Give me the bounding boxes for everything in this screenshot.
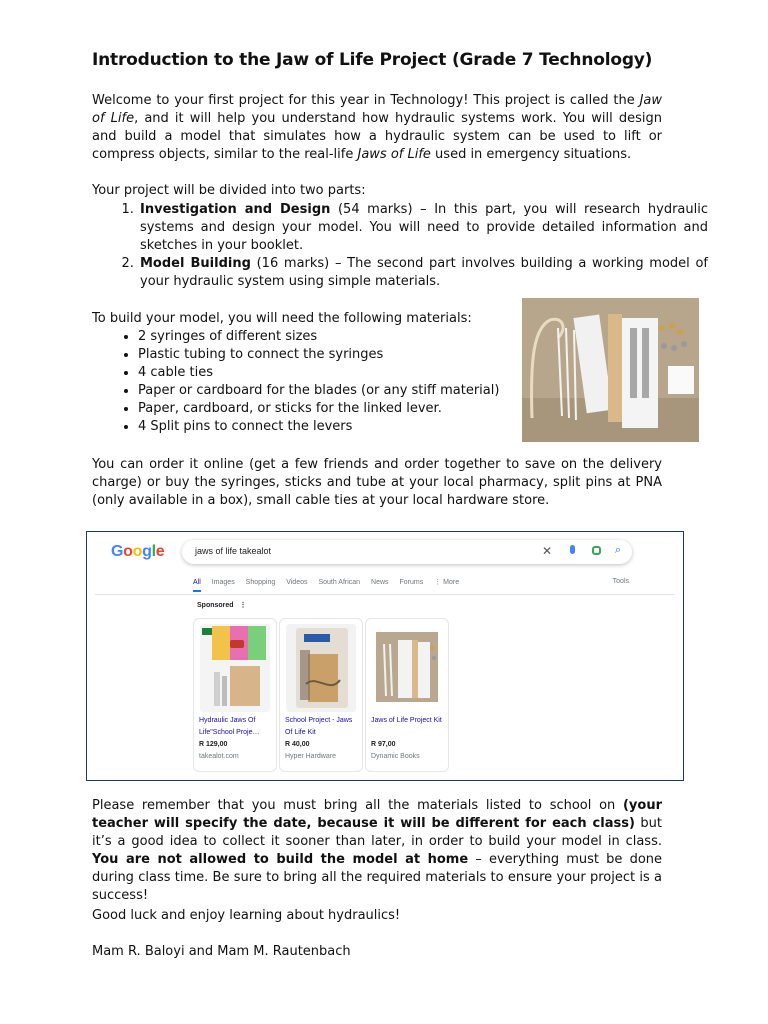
logo-letter: e [155,543,165,560]
tab-images[interactable]: Images [211,579,235,586]
tab-south-african[interactable]: South African [318,579,361,586]
closing-date-note: (your teacher will specify the date, because it will be different for each class) [92,798,662,831]
order-paragraph: You can order it online (get a few friends and order together to save on the delivery charge) or buy the syringes, sticks and tube at your local pharmacy, split pins at PNA (only available in a box), small cable ties at your local hardware store. [92,457,662,508]
intro-text-3: used in emergency situations. [430,147,632,162]
materials-list [92,328,568,436]
sponsored-label [197,601,247,609]
tab-news[interactable]: News [371,579,389,586]
materials-intro: To build your model, you will need the following materials: [92,311,472,326]
product-price: R 40,00 [285,741,310,748]
product-store: Hyper Hardware [285,753,336,760]
part-item [138,255,708,291]
tab-more[interactable]: ⋮ More [434,579,460,586]
intro-paragraph [92,92,662,164]
logo-letter: g [142,543,152,560]
tab-shopping[interactable]: Shopping [245,579,276,586]
product-image [286,624,356,712]
tab-videos[interactable]: Videos [286,579,308,586]
product-title[interactable]: Hydraulic Jaws Of Life"School Proje… [199,717,260,736]
page-title: Introduction to the Jaw of Life Project (Grade 7 Technology) [92,50,653,70]
tab-all[interactable]: All [193,579,201,592]
product-image-graphic [200,624,270,712]
parts-intro: Your project will be divided into two parts: [92,183,366,198]
closing-paragraph [92,797,662,905]
part-description: – The second part involves building a working model of your hydraulic system using simple materials. [140,256,708,289]
material-item: • Plastic tubing to connect the syringes [138,346,568,364]
product-card[interactable] [279,618,363,772]
project-name: Jaw of Life [92,93,662,126]
part-marks: (54 marks) [330,202,413,217]
lens-icon[interactable] [592,546,601,555]
product-store: Dynamic Books [371,753,420,760]
signature: Mam R. Baloyi and Mam M. Rautenbach [92,944,351,959]
intro-text-2: , and it will help you understand how hydraulic systems work. You will design and build a model that simulates how a hydraulic system can be used to lift or compress objects, similar to the real-life [92,111,663,162]
product-image-graphic [286,624,356,712]
tab-forums[interactable]: Forums [399,579,424,586]
tabs-divider [95,594,675,595]
product-price: R 97,00 [371,741,396,748]
part-item [138,201,708,255]
product-title[interactable]: School Project - Jaws Of Life Kit [285,717,353,736]
part-description: – In this part, you will research hydraulic systems and design your model. You will need to provide detailed information and sketches in your booklet. [140,202,708,253]
material-item: • Paper, cardboard, or sticks for the linked lever. [138,400,568,418]
closing-text-2: but it’s a good idea to collect it sooner than later, in order to build your model in class. [92,816,662,849]
part-marks: (16 marks) [250,256,330,271]
sponsored-menu-icon[interactable]: ⋮ [239,602,247,609]
closing-text-1: Please remember that you must bring all the materials listed to school on [92,798,623,813]
google-logo [111,543,164,561]
search-icon[interactable]: ⌕ [614,544,621,556]
product-card[interactable] [365,618,449,772]
clear-icon[interactable]: ✕ [541,544,552,558]
search-query[interactable]: jaws of life takealot [195,546,272,556]
material-item: • 2 syringes of different sizes [138,328,568,346]
real-life-name: Jaws of Life [357,147,431,162]
product-store: takealot.com [199,753,239,760]
materials-photo [522,298,699,442]
microphone-icon[interactable] [570,545,575,554]
logo-letter: o [132,543,143,560]
intro-text-1: Welcome to your first project for this year in Technology! This project is called the [92,93,640,108]
product-card[interactable] [193,618,277,772]
good-luck-line: Good luck and enjoy learning about hydraulics! [92,908,401,923]
part-name: Investigation and Design [140,202,331,217]
logo-letter: o [123,543,133,560]
material-item: • 4 cable ties [138,364,568,382]
tools-button[interactable]: Tools [612,578,629,585]
product-image-graphic [372,624,442,712]
parts-list [92,201,708,291]
material-item: • Paper or cardboard for the blades (or any stiff material) [138,382,568,400]
material-item: • 4 Split pins to connect the levers [138,418,568,436]
logo-letter: G [111,543,124,560]
materials-photo-graphic [522,298,699,442]
closing-home-warning: You are not allowed to build the model at home [92,852,469,867]
product-image [200,624,270,712]
closing-text-3: – everything must be done during class time. Be sure to bring all the required materials to ensure your project is a success! [92,852,663,903]
logo-letter: l [151,543,156,560]
product-price: R 129,00 [199,741,228,748]
product-image [372,624,442,712]
search-bar[interactable] [182,540,632,564]
part-name: Model Building [140,256,251,271]
google-search-screenshot [86,531,684,781]
product-title[interactable]: Jaws of Life Project Kit [371,717,442,724]
search-tabs [193,578,468,586]
sponsored-text: Sponsored [197,602,234,609]
